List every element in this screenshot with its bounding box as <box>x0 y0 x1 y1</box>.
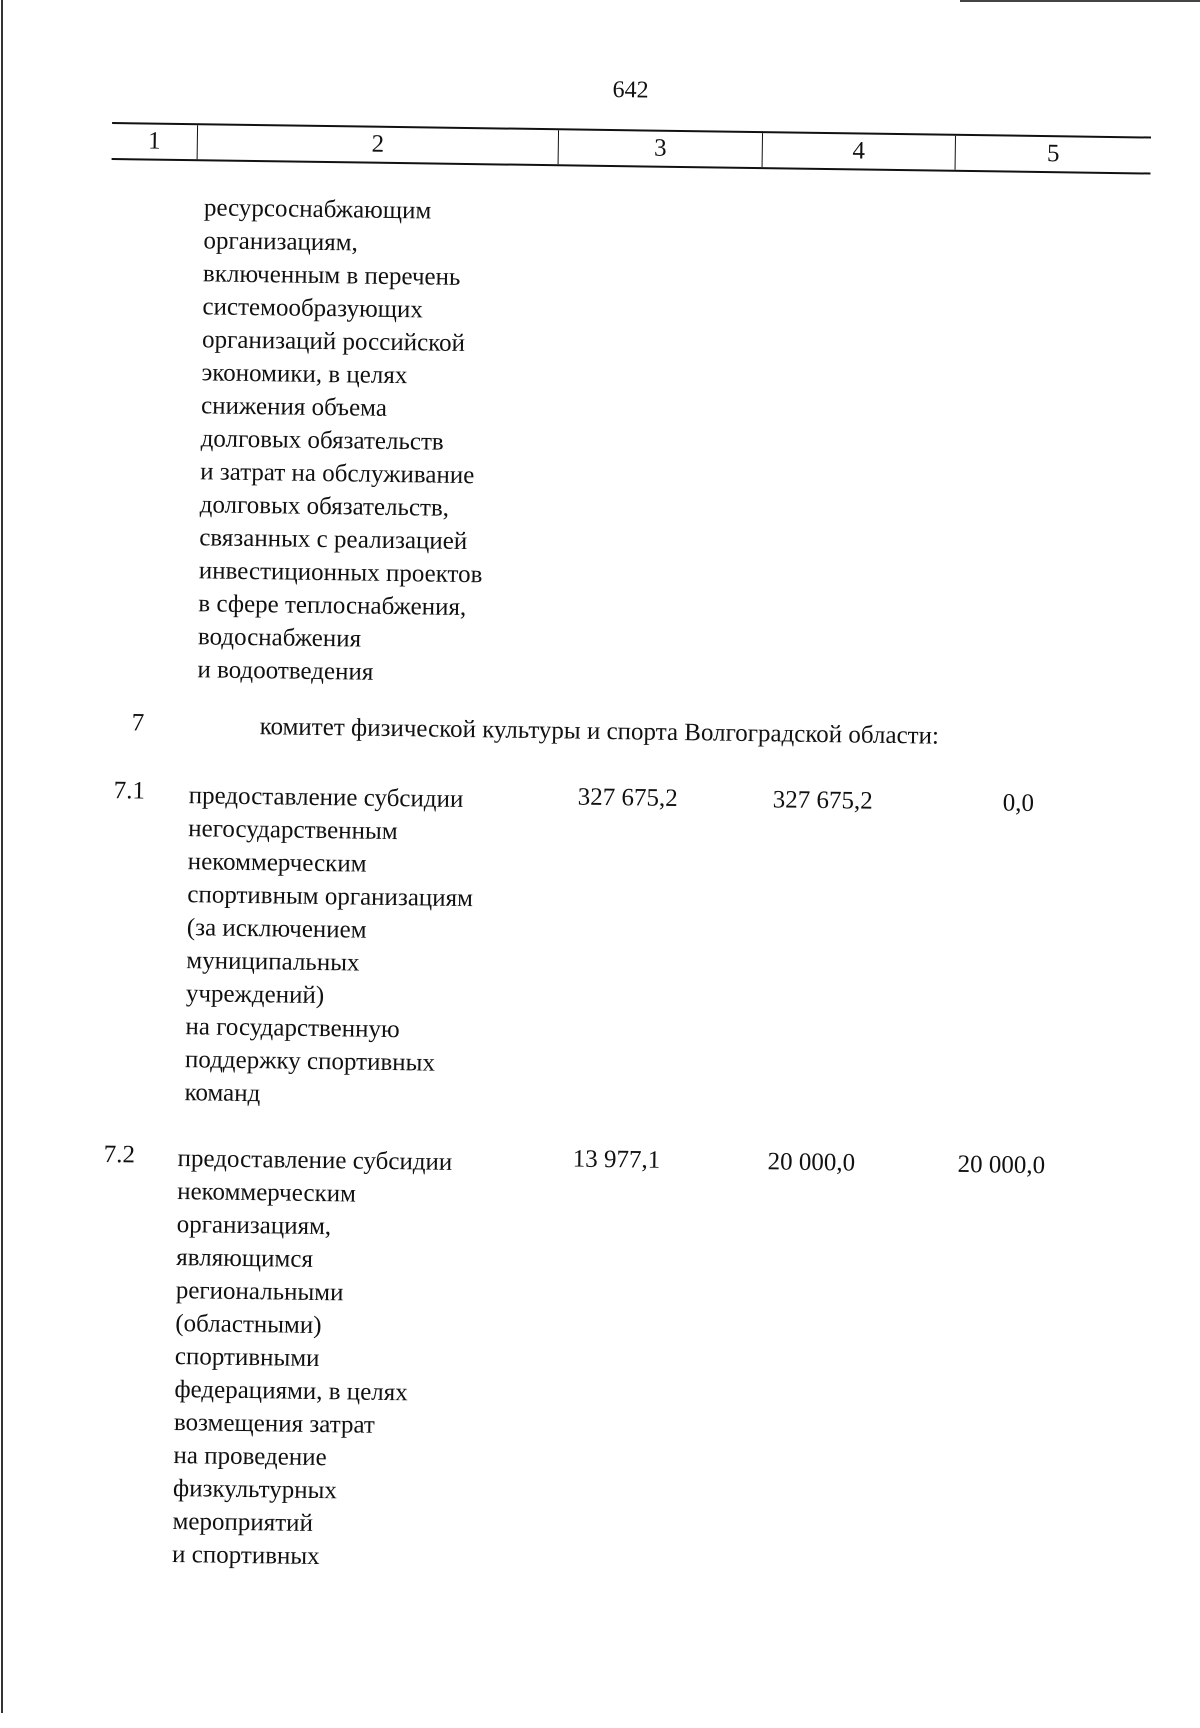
text-line: спортивными <box>174 1343 320 1373</box>
header-col-5: 5 <box>955 136 1151 173</box>
row-col5-value: 0,0 <box>1002 789 1035 817</box>
text-line: спортивным организациям <box>187 881 474 913</box>
row-col5-value: 20 000,0 <box>957 1150 1046 1180</box>
text-line: (областными) <box>175 1310 322 1340</box>
page-number: 642 <box>612 77 649 104</box>
text-line: учреждений) <box>185 980 325 1010</box>
text-line: связанных с реализацией <box>199 524 468 556</box>
text-line: долговых обязательств, <box>199 491 450 522</box>
text-line: организациям, <box>203 227 359 257</box>
header-col-1: 1 <box>147 127 161 155</box>
text-line: (за исключением <box>186 914 367 944</box>
row-col3-value: 13 977,1 <box>572 1145 661 1174</box>
text-line: организаций российской <box>201 326 466 357</box>
text-line: и затрат на обслуживание <box>200 458 475 490</box>
row-description <box>184 779 474 1113</box>
text-line: и спортивных <box>171 1541 320 1571</box>
header-col-3: 3 <box>558 130 762 167</box>
text-line: инвестиционных проектов <box>198 557 483 589</box>
text-line: федерациями, в целях <box>174 1376 408 1407</box>
text-line: на государственную <box>185 1013 400 1044</box>
text-line: физкультурных <box>172 1475 338 1505</box>
text-line: ресурсоснабжающим <box>203 194 432 225</box>
scan-edge-top <box>960 0 1200 2</box>
text-line: региональными <box>175 1277 344 1307</box>
text-line: муниципальных <box>186 947 360 977</box>
row-number: 7.1 <box>113 777 146 805</box>
header-col-2: 2 <box>197 125 558 164</box>
text-line: команд <box>184 1079 261 1108</box>
text-line: мероприятий <box>172 1508 314 1537</box>
text-line: возмещения затрат <box>173 1409 375 1439</box>
continued-description <box>197 191 487 690</box>
text-line: экономики, в целях <box>201 359 408 390</box>
text-line: в сфере теплоснабжения, <box>198 590 467 622</box>
row-col4-value: 20 000,0 <box>767 1148 856 1177</box>
text-line: некоммерческим <box>176 1178 357 1208</box>
text-line: организациям, <box>176 1211 332 1241</box>
text-line: на проведение <box>173 1442 327 1472</box>
table-header <box>112 122 1151 175</box>
text-line: долговых обязательств <box>200 425 444 456</box>
header-col-4: 4 <box>762 133 955 170</box>
text-line: снижения объема <box>200 392 388 422</box>
text-line: и водоотведения <box>197 656 374 686</box>
text-line: предоставление субсидии <box>177 1145 453 1176</box>
text-line: негосударственным <box>188 815 398 846</box>
text-line: предоставление субсидии <box>188 782 464 813</box>
text-line: системообразующих <box>202 293 424 324</box>
row-col3-value: 327 675,2 <box>577 783 678 812</box>
section-title: комитет физической культуры и спорта Волгоградской области: <box>259 713 940 750</box>
text-line: водоснабжения <box>197 623 362 653</box>
row-col4-value: 327 675,2 <box>772 786 873 815</box>
text-line: поддержку спортивных <box>184 1046 436 1077</box>
text-line: включенным в перечень <box>202 260 461 291</box>
text-line: некоммерческим <box>187 848 367 878</box>
text-line: являющимся <box>176 1244 314 1273</box>
row-number: 7.2 <box>103 1141 136 1169</box>
section-number: 7 <box>131 709 145 737</box>
row-description <box>172 1142 453 1575</box>
